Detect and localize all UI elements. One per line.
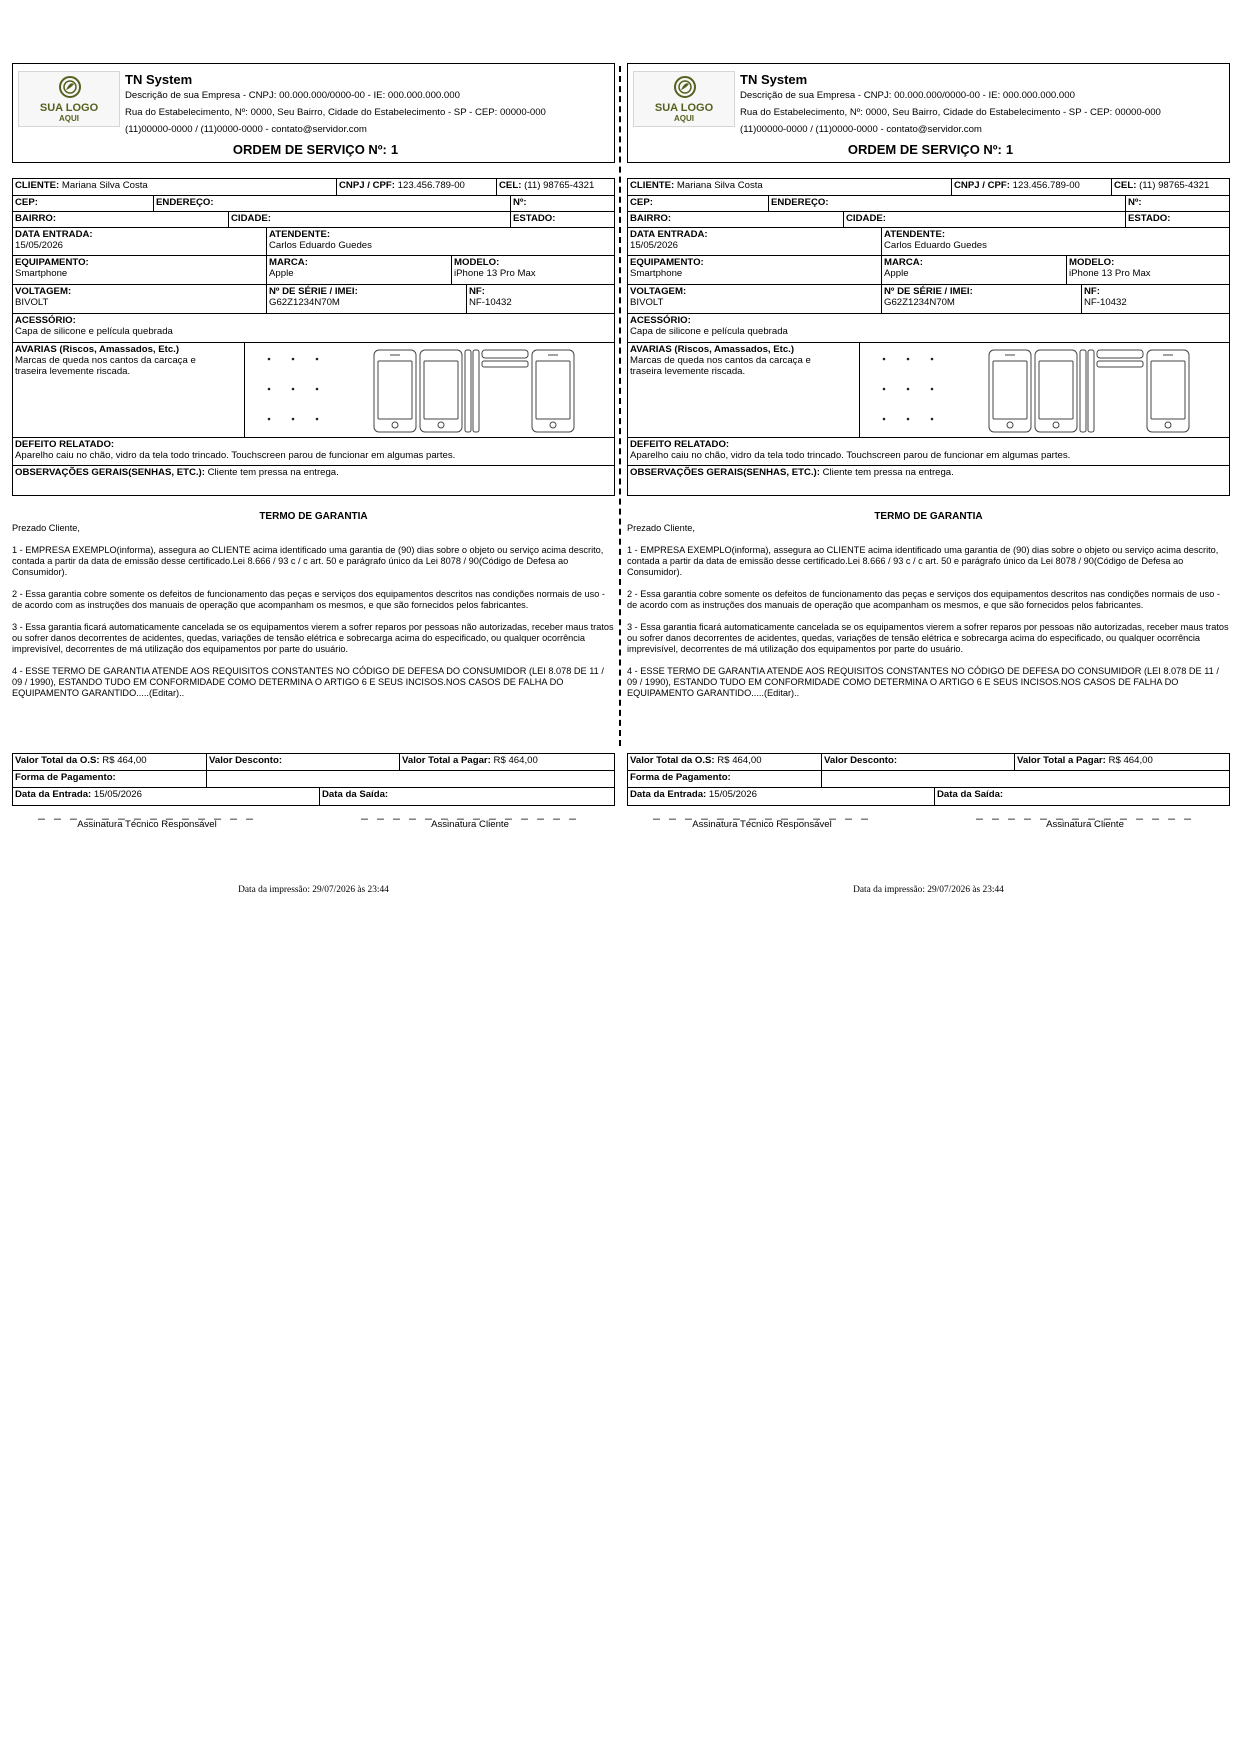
client-signature: _ _ _ _ _ _ _ _ _ _ _ _ _ _ Assinatura Cliente — [976, 806, 1194, 830]
entry-date-field: DATA ENTRADA: 15/05/2026 — [15, 229, 93, 251]
brand-field: MARCA: Apple — [881, 256, 1066, 284]
logo-text: SUA LOGO — [39, 102, 99, 114]
company-header — [627, 63, 1230, 163]
warranty-clause-4: 4 - ESSE TERMO DE GARANTIA ATENDE AOS REQUISITOS CONSTANTES NO CÓDIGO DE DEFESA DO CONSUMIDOR (LEI 8.078 DE 11 / 09 / 1990), ESTANDO TUDO EM CONFORMIDADE COMO DETERMINA O ARTIGO 6 E SEUS INCISOS.NOS CASOS DE FALHA DO EQUIPAMENTO GARANTIDO.....(Editar).. — [627, 666, 1219, 698]
damage-field: AVARIAS (Riscos, Amassados, Etc.) Marcas de queda nos cantos da carcaça e traseira levemente riscada. — [630, 344, 811, 377]
company-logo — [18, 71, 120, 127]
company-description: Descrição de sua Empresa - CNPJ: 00.000.000/0000-00 - IE: 000.000.000.000 — [740, 90, 1075, 101]
warranty-clause-2: 2 - Essa garantia cobre somente os defeitos de funcionamento das peças e serviços dos equipamentos descritos nas condições normais de uso - de acordo com as instruções dos manuais de operação que acompanham os mesmos, e que são fornecidos pelos fabricantes. — [12, 589, 605, 610]
voltage-field: VOLTAGEM: BIVOLT — [630, 286, 687, 308]
address-field: ENDEREÇO: — [153, 196, 510, 211]
company-contact: (11)00000-0000 / (11)0000-0000 - contato@servidor.com — [740, 124, 982, 135]
company-address: Rua do Estabelecimento, Nº: 0000, Seu Bairro, Cidade do Estabelecimento - SP - CEP: 00000-000 — [740, 107, 1161, 118]
client-signature: _ _ _ _ _ _ _ _ _ _ _ _ _ _ Assinatura Cliente — [361, 806, 579, 830]
cut-line — [619, 66, 621, 746]
company-header — [12, 63, 615, 163]
warranty-title: TERMO DE GARANTIA — [259, 511, 368, 522]
warranty-clause-4: 4 - ESSE TERMO DE GARANTIA ATENDE AOS REQUISITOS CONSTANTES NO CÓDIGO DE DEFESA DO CONSUMIDOR (LEI 8.078 DE 11 / 09 / 1990), ESTANDO TUDO EM CONFORMIDADE COMO DETERMINA O ARTIGO 6 E SEUS INCISOS.NOS CASOS DE FALHA DO EQUIPAMENTO GARANTIDO.....(Editar).. — [12, 666, 604, 698]
accessory-field: ACESSÓRIO: Capa de silicone e película quebrada — [15, 315, 173, 337]
service-order-copy-right — [627, 63, 1230, 913]
phone-outline-icon — [988, 349, 1228, 433]
state-field: ESTADO: — [1125, 212, 1229, 227]
company-description: Descrição de sua Empresa - CNPJ: 00.000.000/0000-00 - IE: 000.000.000.000 — [125, 90, 460, 101]
order-title: ORDEM DE SERVIÇO Nº: 1 — [847, 142, 1014, 157]
cep-field: CEP: — [630, 197, 653, 208]
cep-field: CEP: — [15, 197, 38, 208]
print-date: Data da impressão: 29/07/2026 às 23:44 — [853, 885, 1004, 895]
bairro-field: BAIRRO: — [15, 213, 57, 224]
warranty-clause-3: 3 - Essa garantia ficará automaticamente cancelada se os equipamentos vierem a sofrer reparos por pessoas não autorizadas, receber maus tratos ou sofrer danos decorrentes de acidentes, quedas, variações de tensão elétrica e sobrecarga acima do especificado, ou qualquer ocorrência imprevisível, decorrentes de má utilização dos equipamentos por parte do usuário. — [12, 622, 614, 654]
warranty-clause-1: 1 - EMPRESA EXEMPLO(informa), assegura ao CLIENTE acima identificado uma garantia de (90) dias sobre o objeto ou serviço acima descrito, contada a partir da data de emissão desse certificado.Lei 8.666 / 93 c / c art. 50 e parágrafo único da Lei 8078 / 90(Código de Defesa ao Consumidor). — [627, 545, 1219, 577]
number-field: Nº: — [510, 196, 614, 211]
order-number: 1 — [1005, 142, 1014, 157]
nf-field: NF: NF-10432 — [1081, 285, 1229, 313]
equipment-field: EQUIPAMENTO: Smartphone — [630, 257, 704, 279]
serial-field: Nº DE SÉRIE / IMEI: G62Z1234N70M — [266, 285, 466, 313]
company-name: TN System — [740, 72, 808, 87]
client-name-field: CLIENTE: Mariana Silva Costa — [630, 180, 763, 191]
phone-outline-icon — [373, 349, 613, 433]
discount-field: Valor Desconto: — [821, 754, 1014, 770]
warranty-clause-3: 3 - Essa garantia ficará automaticamente cancelada se os equipamentos vierem a sofrer reparos por pessoas não autorizadas, receber maus tratos ou sofrer danos decorrentes de acidentes, quedas, variações de tensão elétrica e sobrecarga acima do especificado, ou qualquer ocorrência imprevisível, decorrentes de má utilização dos equipamentos por parte do usuário. — [627, 622, 1229, 654]
client-info-grid — [627, 178, 1230, 496]
warranty-greeting: Prezado Cliente, — [627, 523, 695, 533]
total-to-pay-field: Valor Total a Pagar: R$ 464,00 — [399, 754, 614, 770]
state-field: ESTADO: — [510, 212, 614, 227]
company-name: TN System — [125, 72, 193, 87]
payment-method-field: Forma de Pagamento: — [630, 772, 731, 783]
warranty-clause-2: 2 - Essa garantia cobre somente os defeitos de funcionamento das peças e serviços dos equipamentos descritos nas condições normais de uso - de acordo com as instruções dos manuais de operação que acompanham os mesmos, e que são fornecidos pelos fabricantes. — [627, 589, 1220, 610]
warranty-greeting: Prezado Cliente, — [12, 523, 80, 533]
exit-date-field: Data da Saída: — [319, 788, 614, 805]
cel-field: CEL: (11) 98765-4321 — [496, 179, 614, 195]
reported-defect-field: DEFEITO RELATADO: Aparelho caiu no chão, vidro da tela todo trincado. Touchscreen parou de funcionar em algumas partes. — [15, 439, 456, 461]
technician-signature: _ _ _ _ _ _ _ _ _ _ _ _ _ _ Assinatura Técnico Responsável — [38, 806, 256, 830]
cnpj-field: CNPJ / CPF: 123.456.789-00 — [336, 179, 496, 195]
attendant-field: ATENDENTE: Carlos Eduardo Guedes — [266, 228, 614, 255]
print-date: Data da impressão: 29/07/2026 às 23:44 — [238, 885, 389, 895]
company-logo — [633, 71, 735, 127]
entry-date-field: DATA ENTRADA: 15/05/2026 — [630, 229, 708, 251]
logo-subtext: AQUI — [59, 114, 79, 123]
exit-date-field: Data da Saída: — [934, 788, 1229, 805]
cnpj-field: CNPJ / CPF: 123.456.789-00 — [951, 179, 1111, 195]
warranty-terms — [12, 511, 615, 710]
total-os-field: Valor Total da O.S: R$ 464,00 — [630, 755, 762, 766]
serial-field: Nº DE SÉRIE / IMEI: G62Z1234N70M — [881, 285, 1081, 313]
logo-subtext: AQUI — [674, 114, 694, 123]
brand-field: MARCA: Apple — [266, 256, 451, 284]
company-address: Rua do Estabelecimento, Nº: 0000, Seu Bairro, Cidade do Estabelecimento - SP - CEP: 00000-000 — [125, 107, 546, 118]
service-order-copy-left — [12, 63, 615, 913]
number-field: Nº: — [1125, 196, 1229, 211]
nf-field: NF: NF-10432 — [466, 285, 614, 313]
entry-date-total-field: Data da Entrada: 15/05/2026 — [15, 789, 142, 800]
technician-signature: _ _ _ _ _ _ _ _ _ _ _ _ _ _ Assinatura Técnico Responsável — [653, 806, 871, 830]
bairro-field: BAIRRO: — [630, 213, 672, 224]
client-name-field: CLIENTE: Mariana Silva Costa — [15, 180, 148, 191]
model-field: MODELO: iPhone 13 Pro Max — [1066, 256, 1229, 284]
damage-markers — [880, 353, 940, 423]
model-field: MODELO: iPhone 13 Pro Max — [451, 256, 614, 284]
payment-method-field: Forma de Pagamento: — [15, 772, 116, 783]
city-field: CIDADE: — [843, 212, 1125, 227]
order-number: 1 — [390, 142, 399, 157]
equipment-field: EQUIPAMENTO: Smartphone — [15, 257, 89, 279]
general-notes-field: OBSERVAÇÕES GERAIS(SENHAS, ETC.): Cliente tem pressa na entrega. — [630, 467, 954, 478]
cel-field: CEL: (11) 98765-4321 — [1111, 179, 1229, 195]
address-field: ENDEREÇO: — [768, 196, 1125, 211]
company-contact: (11)00000-0000 / (11)0000-0000 - contato@servidor.com — [125, 124, 367, 135]
entry-date-total-field: Data da Entrada: 15/05/2026 — [630, 789, 757, 800]
discount-field: Valor Desconto: — [206, 754, 399, 770]
reported-defect-field: DEFEITO RELATADO: Aparelho caiu no chão, vidro da tela todo trincado. Touchscreen parou de funcionar em algumas partes. — [630, 439, 1071, 461]
leaf-globe-icon — [673, 75, 697, 99]
total-os-field: Valor Total da O.S: R$ 464,00 — [15, 755, 147, 766]
totals-table — [627, 753, 1230, 806]
attendant-field: ATENDENTE: Carlos Eduardo Guedes — [881, 228, 1229, 255]
logo-text: SUA LOGO — [654, 102, 714, 114]
damage-diagram — [859, 343, 1229, 437]
damage-diagram — [244, 343, 614, 437]
warranty-clause-1: 1 - EMPRESA EXEMPLO(informa), assegura ao CLIENTE acima identificado uma garantia de (90) dias sobre o objeto ou serviço acima descrito, contada a partir da data de emissão desse certificado.Lei 8.666 / 93 c / c art. 50 e parágrafo único da Lei 8078 / 90(Código de Defesa ao Consumidor). — [12, 545, 604, 577]
accessory-field: ACESSÓRIO: Capa de silicone e película quebrada — [630, 315, 788, 337]
payment-method-value — [206, 771, 614, 787]
damage-markers — [265, 353, 325, 423]
general-notes-field: OBSERVAÇÕES GERAIS(SENHAS, ETC.): Cliente tem pressa na entrega. — [15, 467, 339, 478]
warranty-title: TERMO DE GARANTIA — [874, 511, 983, 522]
order-title: ORDEM DE SERVIÇO Nº: 1 — [232, 142, 399, 157]
warranty-terms — [627, 511, 1230, 710]
totals-table — [12, 753, 615, 806]
client-info-grid — [12, 178, 615, 496]
leaf-globe-icon — [58, 75, 82, 99]
city-field: CIDADE: — [228, 212, 510, 227]
payment-method-value — [821, 771, 1229, 787]
damage-field: AVARIAS (Riscos, Amassados, Etc.) Marcas de queda nos cantos da carcaça e traseira levemente riscada. — [15, 344, 196, 377]
voltage-field: VOLTAGEM: BIVOLT — [15, 286, 72, 308]
total-to-pay-field: Valor Total a Pagar: R$ 464,00 — [1014, 754, 1229, 770]
